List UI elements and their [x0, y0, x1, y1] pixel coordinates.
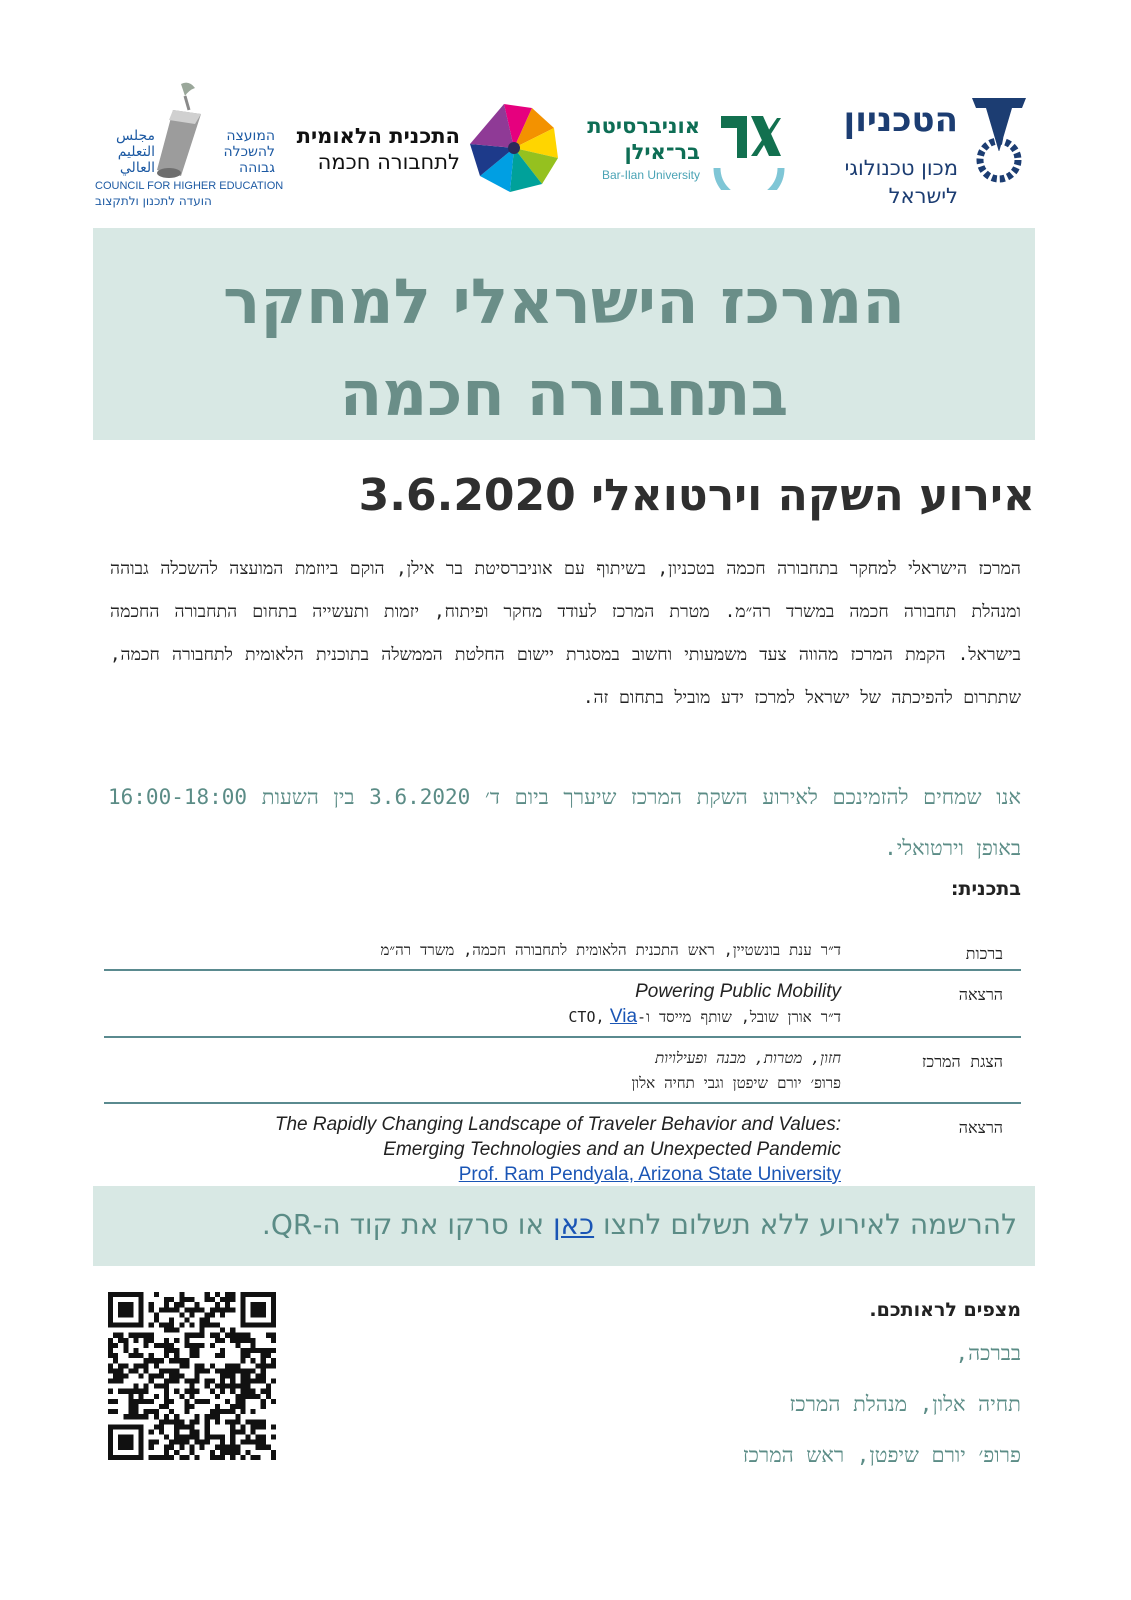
council-name-hebrew: המועצה להשכלה גבוהה — [223, 128, 275, 176]
program-item-speaker: ד״ר ענת בונשטיין, ראש התכנית הלאומית לתחבורה חכמה, משרד רה״מ — [380, 941, 841, 959]
barilan-name-english: Bar-Ilan University — [601, 168, 700, 182]
council-sub: הועדה לתכנון ולתקצוב — [95, 194, 212, 208]
program-item-content — [104, 930, 841, 969]
qr-code[interactable] — [108, 1292, 276, 1460]
program-item-type: הרצאה — [958, 985, 1003, 1004]
registration-text-1: להרשמה לאירוע ללא תשלום לחצו — [603, 1208, 1017, 1241]
intro-paragraph: המרכז הישראלי למחקר בתחבורה חכמה בטכניון, בשיתוף עם אוניברסיטת בר אילן, הוקם ביוזמת המועצה להשכלה גבוהה ומנהלת תחבורה חכמה במשרד רה״מ. מטרת המרכז לעודד מחקר ופיתוח, יזמות ותעשייה בתחום התחבורה החכמה בישראל. הקמת המרכז מהווה צעד משמעותי וחשוב במסגרת יישום החלטת הממשלה בתוכנית הלאומית לתחבורה חכמה, שתתרום להפיכתה של ישראל למרכז ידע מוביל בתחום זה. — [110, 559, 1021, 708]
pinwheel-icon — [468, 102, 560, 194]
technion-emblem-icon — [968, 94, 1030, 184]
closing-line-3: תחיה אלון, מנהלת המרכז — [789, 1392, 1021, 1416]
closing-line-2: בברכה, — [955, 1341, 1021, 1365]
technion-logo — [835, 80, 1030, 220]
program-item-type: ברכות — [965, 944, 1003, 963]
program-row — [104, 1104, 1021, 1194]
program-row — [104, 930, 1021, 971]
program-item-title: חזון, מטרות, מבנה ופעילויות — [655, 1049, 841, 1067]
center-title-line-1: המרכז הישראלי למחקר — [223, 265, 905, 338]
speaker-link[interactable]: Prof. Ram Pendyala, Arizona State University — [458, 1164, 841, 1185]
center-title-line-2: בתחבורה חכמה — [339, 357, 789, 430]
barilan-name-2: בר־אילן — [624, 140, 700, 164]
qr-code-icon — [108, 1292, 276, 1460]
national-program-name-1: התכנית הלאומית — [296, 124, 460, 148]
registration-link[interactable]: כאן — [552, 1208, 595, 1241]
invitation-text: אנו שמחים להזמינכם לאירוע השקת המרכז שיערך ביום ד׳ 3.6.2020 בין השעות — [261, 785, 1021, 809]
program-item-content — [104, 1104, 841, 1194]
logo-strip — [95, 80, 1030, 220]
program-table — [104, 930, 1021, 1194]
program-row — [104, 971, 1021, 1038]
program-item-title-line-1: The Rapidly Changing Landscape of Traveler Behavior and Values: — [274, 1114, 841, 1135]
barilan-logo — [560, 80, 795, 220]
technion-subtitle: מכון טכנולוגי — [844, 156, 958, 180]
program-item-content — [104, 1038, 841, 1102]
registration-banner — [93, 1186, 1035, 1266]
registration-text-2: או סרקו את קוד ה-QR. — [261, 1208, 545, 1241]
center-title — [93, 256, 1035, 440]
program-label: בתכנית: — [950, 878, 1021, 900]
national-program-name-2: לתחבורה חכמה — [317, 150, 460, 174]
barilan-name-1: אוניברסיטת — [587, 114, 700, 138]
program-row — [104, 1038, 1021, 1104]
invitation-mode: באופן וירטואלי. — [884, 836, 1021, 860]
invitation-time: 16:00-18:00 — [108, 785, 248, 809]
program-item-type: הרצאה — [958, 1118, 1003, 1137]
closing-line-4: פרופ׳ יורם שיפטן, ראש המרכז — [742, 1443, 1021, 1467]
invitation-paragraph — [108, 772, 1021, 874]
program-item-title-line-2: Emerging Technologies and an Unexpected Pandemic — [383, 1139, 841, 1160]
program-item-content — [104, 971, 841, 1036]
program-item-speaker: פרופ׳ יורם שיפטן וגבי תחיה אלון — [631, 1074, 841, 1092]
event-title: אירוע השקה וירטואלי 3.6.2020 — [358, 470, 1035, 521]
closing-block — [743, 1292, 1021, 1481]
program-item-title: Powering Public Mobility — [635, 981, 841, 1002]
registration-text — [262, 1208, 1017, 1241]
barilan-emblem-icon — [707, 106, 791, 190]
technion-name: הטכניון — [843, 100, 958, 140]
council-logo — [95, 80, 284, 220]
technion-subtitle-2: לישראל — [888, 184, 958, 208]
council-name-arabic: مجلس التعليم العالي — [115, 128, 155, 176]
program-item-type: הצגת המרכז — [921, 1052, 1003, 1071]
council-name-english: COUNCIL FOR HIGHER EDUCATION — [95, 180, 284, 192]
council-scroll-icon — [151, 80, 215, 180]
national-program-logo — [295, 80, 560, 220]
closing-line-1: מצפים לראותכם. — [869, 1299, 1021, 1321]
title-banner — [93, 228, 1035, 440]
program-item-speaker: ד״ר אורן שובל, שותף מייסד ו-CTO, — [568, 1008, 841, 1026]
via-link[interactable]: Via — [609, 1006, 638, 1027]
